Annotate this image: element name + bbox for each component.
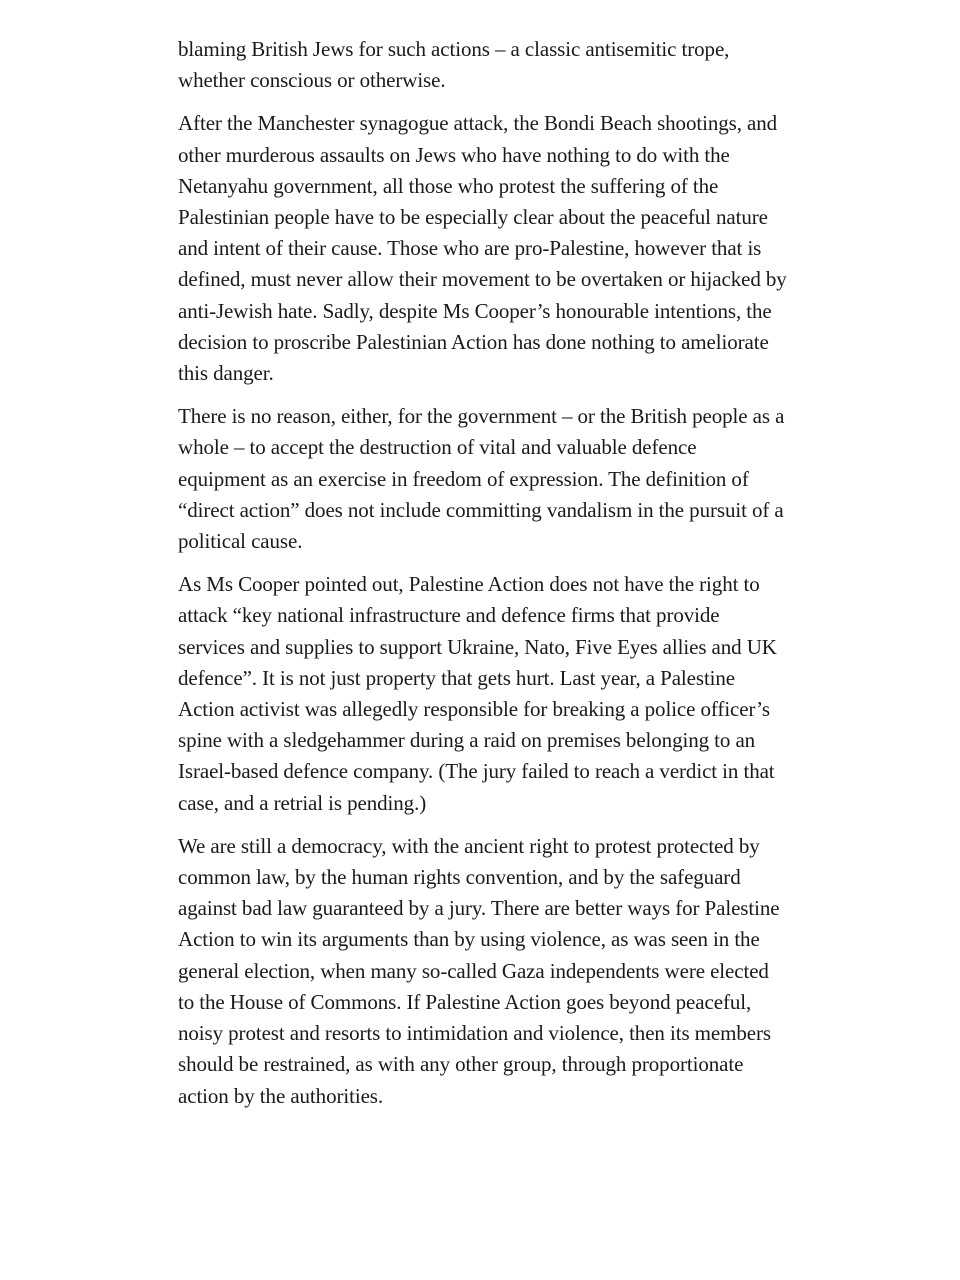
article-paragraph: There is no reason, either, for the government – or the British people as a whole – to accept the destruction of vital and valuable defence equipment as an exercise in freedom of expression. The definition of “direct action” does not include committing vandalism in the pursuit of a political cause. [178,404,785,554]
article-paragraph: blaming British Jews for such actions – a classic antisemitic trope, whether conscious or otherwise. [178,37,730,93]
article-paragraph: As Ms Cooper pointed out, Palestine Action does not have the right to attack “key national infrastructure and defence firms that provide services and supplies to support Ukraine, Nato, Five Eyes allies and UK defence”. It is not just property that gets hurt. Last year, a Palestine Action activist was allegedly responsible for breaking a police officer’s spine with a sledgehammer during a raid on premises belonging to an Israel-based defence company. (The jury failed to reach a verdict in that case, and a retrial is pending.) [178,572,777,815]
article-body [178,34,788,1124]
article-paragraph: We are still a democracy, with the ancient right to protest protected by common law, by the human rights convention, and by the safeguard against bad law guaranteed by a jury. There are better ways for Palestine Action to win its arguments than by using violence, as was seen in the general election, when many so-called Gaza independents were elected to the House of Commons. If Palestine Action goes beyond peaceful, noisy protest and resorts to intimidation and violence, then its members should be restrained, as with any other group, through proportionate action by the authorities. [178,833,780,1108]
article-paragraph: After the Manchester synagogue attack, the Bondi Beach shootings, and other murderous assaults on Jews who have nothing to do with the Netanyahu government, all those who protest the suffering of the Palestinian people have to be especially clear about the peaceful nature and intent of their cause. Those who are pro-Palestine, however that is defined, must never allow their movement to be overtaken or hijacked by anti-Jewish hate. Sadly, despite Ms Cooper’s honourable intentions, the decision to proscribe Palestinian Action has done nothing to ameliorate this danger. [178,111,787,386]
